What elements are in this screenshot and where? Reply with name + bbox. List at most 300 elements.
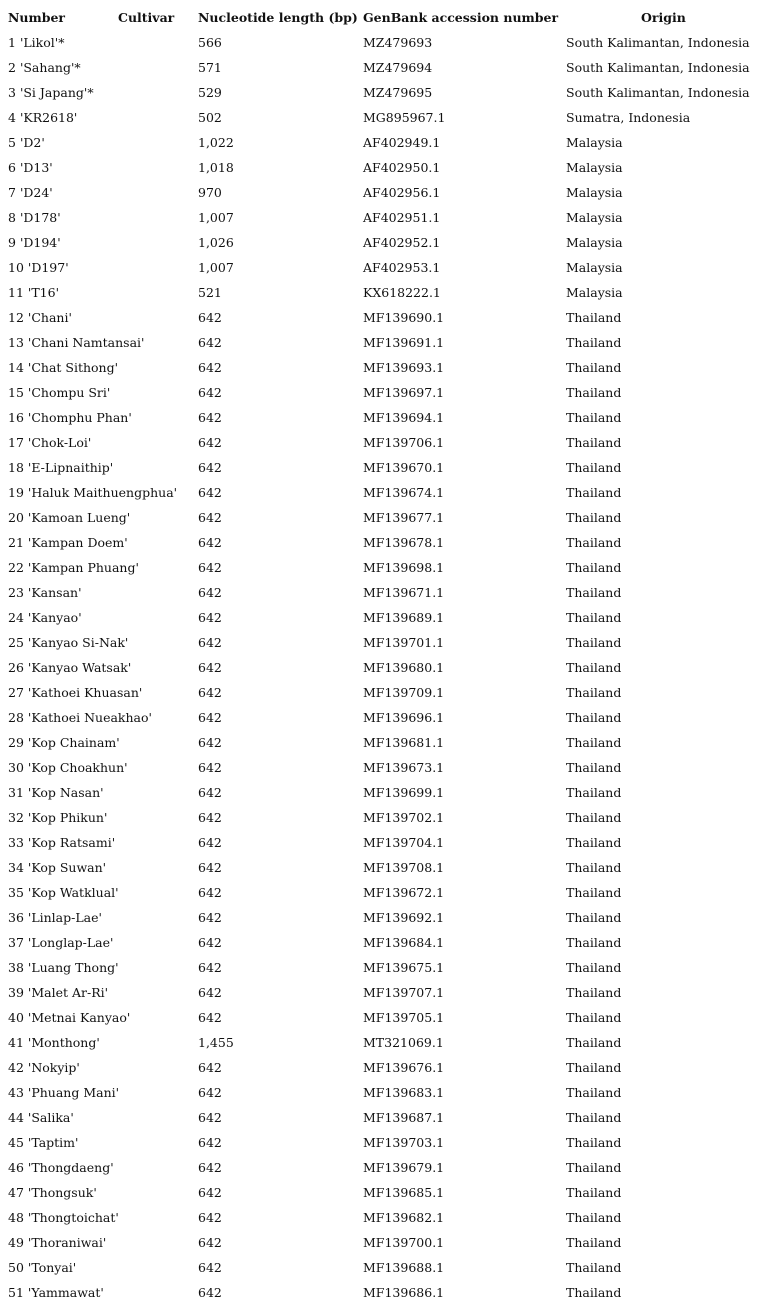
cell-number: 34 [8, 860, 24, 875]
cell-number: 10 [8, 260, 24, 275]
cell-origin: Malaysia [566, 135, 623, 150]
cell-nucleotide-length: 642 [198, 535, 222, 550]
cell-number-cultivar [8, 380, 110, 405]
cell-nucleotide-length: 642 [198, 1185, 222, 1200]
cell-cultivar: 'D13' [19, 160, 53, 175]
cell-number: 46 [8, 1160, 24, 1175]
cell-origin: Thailand [566, 860, 622, 875]
cell-accession: MF139680.1 [363, 660, 445, 675]
table-row [0, 80, 769, 105]
cell-cultivar: 'E-Lipnaithip' [27, 460, 114, 475]
table-row [0, 1155, 769, 1180]
cell-origin: Malaysia [566, 160, 623, 175]
cell-number-cultivar [8, 1155, 114, 1180]
cell-cultivar: 'Taptim' [27, 1135, 79, 1150]
cell-nucleotide-length: 642 [198, 635, 222, 650]
cell-origin: South Kalimantan, Indonesia [566, 60, 750, 75]
cell-number-cultivar [8, 255, 69, 280]
cell-accession: MF139703.1 [363, 1135, 445, 1150]
cell-nucleotide-length: 642 [198, 760, 222, 775]
cell-number-cultivar [8, 555, 139, 580]
table-row [0, 755, 769, 780]
cell-number: 8 [8, 210, 16, 225]
cell-origin: South Kalimantan, Indonesia [566, 85, 750, 100]
cell-number-cultivar [8, 30, 64, 55]
cell-nucleotide-length: 642 [198, 335, 222, 350]
cell-cultivar: 'D24' [19, 185, 53, 200]
cell-accession: MF139670.1 [363, 460, 445, 475]
cell-nucleotide-length: 642 [198, 860, 222, 875]
table-row [0, 930, 769, 955]
cell-cultivar: 'Kansan' [27, 585, 82, 600]
cell-origin: Thailand [566, 485, 622, 500]
cell-number: 45 [8, 1135, 24, 1150]
cell-number-cultivar [8, 130, 45, 155]
cell-nucleotide-length: 571 [198, 60, 222, 75]
cell-number: 41 [8, 1035, 24, 1050]
cell-accession: MF139700.1 [363, 1235, 445, 1250]
cell-cultivar: 'Phuang Mani' [27, 1085, 120, 1100]
cell-cultivar: 'Kampan Doem' [27, 535, 128, 550]
table-row [0, 1205, 769, 1230]
cell-nucleotide-length: 642 [198, 510, 222, 525]
cell-cultivar: 'Kop Chainam' [27, 735, 120, 750]
cell-accession: MF139707.1 [363, 985, 445, 1000]
cell-cultivar: 'Chok-Loi' [27, 435, 92, 450]
cell-accession: AF402950.1 [363, 160, 441, 175]
cell-number: 32 [8, 810, 24, 825]
table-row [0, 1105, 769, 1130]
cell-number-cultivar [8, 780, 104, 805]
cell-nucleotide-length: 521 [198, 285, 222, 300]
table-row [0, 55, 769, 80]
cell-cultivar: 'Kop Suwan' [27, 860, 107, 875]
table-row [0, 730, 769, 755]
cell-number: 35 [8, 885, 24, 900]
cell-number: 13 [8, 335, 24, 350]
cell-cultivar: 'Kampan Phuang' [27, 560, 139, 575]
cell-number: 42 [8, 1060, 24, 1075]
cell-nucleotide-length: 642 [198, 435, 222, 450]
cell-number-cultivar [8, 480, 177, 505]
cell-cultivar: 'Tonyai' [27, 1260, 77, 1275]
cell-accession: MF139689.1 [363, 610, 445, 625]
cell-origin: Thailand [566, 660, 622, 675]
cell-origin: Thailand [566, 1185, 622, 1200]
cell-cultivar: 'Kanyao' [27, 610, 82, 625]
cell-nucleotide-length: 642 [198, 1010, 222, 1025]
cell-nucleotide-length: 642 [198, 735, 222, 750]
table-row [0, 555, 769, 580]
cell-number-cultivar [8, 205, 61, 230]
cell-number-cultivar [8, 1280, 104, 1305]
cell-cultivar: 'Kamoan Lueng' [27, 510, 131, 525]
table-row [0, 30, 769, 55]
cell-origin: Thailand [566, 410, 622, 425]
cell-origin: Malaysia [566, 235, 623, 250]
cell-origin: Malaysia [566, 210, 623, 225]
cell-origin: Thailand [566, 560, 622, 575]
cell-number: 26 [8, 660, 24, 675]
cell-nucleotide-length: 642 [198, 610, 222, 625]
table-row [0, 780, 769, 805]
cell-accession: MF139692.1 [363, 910, 445, 925]
cell-nucleotide-length: 1,455 [198, 1035, 234, 1050]
cell-cultivar: 'Malet Ar-Ri' [27, 985, 109, 1000]
cell-accession: MF139701.1 [363, 635, 445, 650]
cell-origin: Thailand [566, 1060, 622, 1075]
cell-cultivar: 'Nokyip' [27, 1060, 80, 1075]
cell-origin: Thailand [566, 1160, 622, 1175]
cell-nucleotide-length: 642 [198, 485, 222, 500]
cell-accession: MF139704.1 [363, 835, 445, 850]
cell-cultivar: 'Kathoei Nueakhao' [27, 710, 152, 725]
cell-number: 29 [8, 735, 24, 750]
cell-accession: MF139677.1 [363, 510, 445, 525]
cell-nucleotide-length: 642 [198, 410, 222, 425]
table-row [0, 205, 769, 230]
cell-nucleotide-length: 642 [198, 960, 222, 975]
cell-origin: Thailand [566, 810, 622, 825]
cell-cultivar: 'Kop Phikun' [27, 810, 108, 825]
cell-origin: Thailand [566, 935, 622, 950]
cell-nucleotide-length: 642 [198, 660, 222, 675]
cell-nucleotide-length: 1,026 [198, 235, 234, 250]
cell-number-cultivar [8, 705, 152, 730]
cell-cultivar: 'Sahang'* [19, 60, 81, 75]
cell-origin: Thailand [566, 960, 622, 975]
cell-number-cultivar [8, 55, 81, 80]
cell-number: 9 [8, 235, 16, 250]
cell-nucleotide-length: 642 [198, 385, 222, 400]
cell-number-cultivar [8, 280, 59, 305]
table-row [0, 1055, 769, 1080]
cell-origin: Thailand [566, 735, 622, 750]
cell-number: 11 [8, 285, 24, 300]
cell-number: 7 [8, 185, 16, 200]
cell-origin: Malaysia [566, 285, 623, 300]
cell-nucleotide-length: 1,022 [198, 135, 234, 150]
table-row [0, 355, 769, 380]
cell-origin: Thailand [566, 585, 622, 600]
cell-nucleotide-length: 642 [198, 885, 222, 900]
cell-nucleotide-length: 642 [198, 1235, 222, 1250]
cell-number-cultivar [8, 1230, 106, 1255]
cell-accession: MF139705.1 [363, 1010, 445, 1025]
table-row [0, 1280, 769, 1305]
cell-accession: MZ479693 [363, 35, 433, 50]
cell-cultivar: 'Kanyao Watsak' [27, 660, 132, 675]
table-row [0, 905, 769, 930]
cell-cultivar: 'T16' [27, 285, 60, 300]
cell-number-cultivar [8, 755, 128, 780]
cell-accession: MF139708.1 [363, 860, 445, 875]
cell-number-cultivar [8, 430, 91, 455]
cell-origin: South Kalimantan, Indonesia [566, 35, 750, 50]
cell-number: 22 [8, 560, 24, 575]
cell-number-cultivar [8, 730, 120, 755]
cell-nucleotide-length: 642 [198, 785, 222, 800]
cell-cultivar: 'D194' [19, 235, 61, 250]
cell-number: 19 [8, 485, 24, 500]
cell-origin: Thailand [566, 835, 622, 850]
cell-cultivar: 'Chompu Sri' [27, 385, 111, 400]
cell-cultivar: 'Linlap-Lae' [27, 910, 102, 925]
cell-number: 40 [8, 1010, 24, 1025]
cell-number: 18 [8, 460, 24, 475]
cell-accession: MF139702.1 [363, 810, 445, 825]
cell-nucleotide-length: 642 [198, 310, 222, 325]
table-row [0, 955, 769, 980]
table-row [0, 580, 769, 605]
cell-origin: Thailand [566, 460, 622, 475]
cell-origin: Sumatra, Indonesia [566, 110, 691, 125]
cell-number: 50 [8, 1260, 24, 1275]
cell-number-cultivar [8, 1005, 130, 1030]
cell-accession: MG895967.1 [363, 110, 446, 125]
cell-cultivar: 'Kop Ratsami' [27, 835, 116, 850]
cell-nucleotide-length: 970 [198, 185, 222, 200]
cell-cultivar: 'Monthong' [27, 1035, 100, 1050]
cell-number: 17 [8, 435, 24, 450]
table-row [0, 230, 769, 255]
cell-accession: AF402949.1 [363, 135, 441, 150]
cell-origin: Thailand [566, 1235, 622, 1250]
cell-number: 2 [8, 60, 16, 75]
cell-nucleotide-length: 642 [198, 1085, 222, 1100]
cell-cultivar: 'Chomphu Phan' [27, 410, 132, 425]
cell-accession: MF139678.1 [363, 535, 445, 550]
cell-origin: Thailand [566, 1210, 622, 1225]
table-row [0, 430, 769, 455]
table-row [0, 980, 769, 1005]
cell-accession: MZ479694 [363, 60, 433, 75]
cell-origin: Thailand [566, 885, 622, 900]
cell-number: 31 [8, 785, 24, 800]
cell-number-cultivar [8, 655, 131, 680]
table-row [0, 1180, 769, 1205]
cell-origin: Thailand [566, 760, 622, 775]
cell-cultivar: 'Kop Nasan' [27, 785, 104, 800]
cell-origin: Thailand [566, 1260, 622, 1275]
cell-nucleotide-length: 642 [198, 810, 222, 825]
cell-cultivar: 'Yammawat' [27, 1285, 104, 1300]
cell-number-cultivar [8, 230, 61, 255]
cell-nucleotide-length: 1,018 [198, 160, 234, 175]
cell-accession: MF139674.1 [363, 485, 445, 500]
cell-number: 27 [8, 685, 24, 700]
cell-accession: MF139699.1 [363, 785, 445, 800]
cell-accession: MF139672.1 [363, 885, 445, 900]
table-row [0, 1130, 769, 1155]
cell-origin: Thailand [566, 335, 622, 350]
cell-accession: MZ479695 [363, 85, 433, 100]
cell-number-cultivar [8, 405, 132, 430]
cell-origin: Thailand [566, 985, 622, 1000]
cell-nucleotide-length: 642 [198, 1135, 222, 1150]
cell-nucleotide-length: 1,007 [198, 260, 234, 275]
cell-number: 5 [8, 135, 16, 150]
header-cultivar: Cultivar [118, 10, 175, 25]
cell-number: 51 [8, 1285, 24, 1300]
cell-origin: Thailand [566, 1135, 622, 1150]
cell-cultivar: 'Salika' [27, 1110, 74, 1125]
cell-cultivar: 'Kathoei Khuasan' [27, 685, 143, 700]
cell-number: 15 [8, 385, 24, 400]
cell-number-cultivar [8, 330, 145, 355]
cell-nucleotide-length: 642 [198, 585, 222, 600]
cell-number: 14 [8, 360, 24, 375]
cell-number: 36 [8, 910, 24, 925]
cell-number-cultivar [8, 1180, 97, 1205]
cell-number-cultivar [8, 855, 106, 880]
cell-number: 23 [8, 585, 24, 600]
cell-cultivar: 'Kop Watklual' [27, 885, 119, 900]
cell-number: 25 [8, 635, 24, 650]
cell-nucleotide-length: 642 [198, 1060, 222, 1075]
cell-cultivar: 'Kanyao Si-Nak' [27, 635, 129, 650]
cell-accession: MF139682.1 [363, 1210, 445, 1225]
cell-origin: Thailand [566, 610, 622, 625]
header-number: Number [8, 10, 66, 25]
cell-accession: MF139688.1 [363, 1260, 445, 1275]
table-row [0, 1080, 769, 1105]
cell-accession: MF139691.1 [363, 335, 445, 350]
header-origin: Origin [641, 10, 686, 25]
cell-number: 16 [8, 410, 24, 425]
cell-number-cultivar [8, 830, 115, 855]
cell-number: 44 [8, 1110, 24, 1125]
cell-number-cultivar [8, 880, 119, 905]
cell-origin: Malaysia [566, 260, 623, 275]
cell-accession: MF139697.1 [363, 385, 445, 400]
cell-accession: MF139696.1 [363, 710, 445, 725]
cell-number-cultivar [8, 1105, 74, 1130]
cell-accession: AF402956.1 [363, 185, 441, 200]
cell-number-cultivar [8, 580, 82, 605]
cell-accession: MF139684.1 [363, 935, 445, 950]
cell-origin: Thailand [566, 1285, 622, 1300]
cell-origin: Thailand [566, 360, 622, 375]
cell-number-cultivar [8, 1205, 119, 1230]
cell-accession: MF139681.1 [363, 735, 445, 750]
cell-origin: Thailand [566, 1010, 622, 1025]
cell-origin: Thailand [566, 635, 622, 650]
cell-origin: Thailand [566, 710, 622, 725]
cell-nucleotide-length: 1,007 [198, 210, 234, 225]
cell-accession: KX618222.1 [363, 285, 441, 300]
cell-accession: MF139706.1 [363, 435, 445, 450]
table-row [0, 880, 769, 905]
cell-cultivar: 'Si Japang'* [19, 85, 94, 100]
cell-number-cultivar [8, 355, 118, 380]
cell-accession: AF402951.1 [363, 210, 441, 225]
cell-number: 1 [8, 35, 16, 50]
cell-number: 33 [8, 835, 24, 850]
table-row [0, 280, 769, 305]
cell-nucleotide-length: 642 [198, 360, 222, 375]
cell-accession: MF139675.1 [363, 960, 445, 975]
header-nucleotide-length: Nucleotide length (bp) [198, 10, 358, 25]
cell-nucleotide-length: 642 [198, 1110, 222, 1125]
cell-nucleotide-length: 642 [198, 935, 222, 950]
table-row [0, 1030, 769, 1055]
header-genbank-accession: GenBank accession number [363, 10, 559, 25]
cell-nucleotide-length: 642 [198, 685, 222, 700]
cell-accession: MF139690.1 [363, 310, 445, 325]
cell-origin: Thailand [566, 510, 622, 525]
cell-origin: Thailand [566, 310, 622, 325]
cell-origin: Thailand [566, 1035, 622, 1050]
table-row [0, 855, 769, 880]
table-row [0, 330, 769, 355]
cell-nucleotide-length: 642 [198, 1260, 222, 1275]
cell-origin: Thailand [566, 535, 622, 550]
cell-nucleotide-length: 642 [198, 460, 222, 475]
cell-number-cultivar [8, 155, 53, 180]
cell-nucleotide-length: 642 [198, 1210, 222, 1225]
cell-nucleotide-length: 642 [198, 710, 222, 725]
cell-cultivar: 'D197' [27, 260, 69, 275]
cell-number: 28 [8, 710, 24, 725]
cell-origin: Thailand [566, 785, 622, 800]
table-row [0, 530, 769, 555]
cell-cultivar: 'Chat Sithong' [27, 360, 119, 375]
cell-number-cultivar [8, 80, 94, 105]
cell-number-cultivar [8, 1130, 78, 1155]
cell-cultivar: 'Thongdaeng' [27, 1160, 114, 1175]
cell-number-cultivar [8, 1030, 100, 1055]
cell-accession: MF139683.1 [363, 1085, 445, 1100]
table-row [0, 380, 769, 405]
cell-nucleotide-length: 642 [198, 560, 222, 575]
cell-number: 20 [8, 510, 24, 525]
cell-nucleotide-length: 642 [198, 910, 222, 925]
cell-nucleotide-length: 529 [198, 85, 222, 100]
cell-accession: MF139673.1 [363, 760, 445, 775]
cell-number: 4 [8, 110, 16, 125]
cell-number-cultivar [8, 105, 77, 130]
cell-accession: MF139676.1 [363, 1060, 445, 1075]
cell-number-cultivar [8, 930, 113, 955]
cell-cultivar: 'Haluk Maithuengphua' [27, 485, 178, 500]
table-row [0, 805, 769, 830]
table-row [0, 105, 769, 130]
cell-nucleotide-length: 642 [198, 835, 222, 850]
cell-cultivar: 'Thoraniwai' [27, 1235, 107, 1250]
cell-nucleotide-length: 566 [198, 35, 222, 50]
cell-nucleotide-length: 642 [198, 1160, 222, 1175]
table-row [0, 480, 769, 505]
cell-origin: Thailand [566, 910, 622, 925]
cell-origin: Thailand [566, 385, 622, 400]
table-row [0, 630, 769, 655]
cell-number-cultivar [8, 680, 142, 705]
table-row [0, 130, 769, 155]
cell-accession: AF402952.1 [363, 235, 441, 250]
table-row [0, 180, 769, 205]
cell-number: 3 [8, 85, 16, 100]
cell-nucleotide-length: 502 [198, 110, 222, 125]
cell-origin: Thailand [566, 1110, 622, 1125]
cell-nucleotide-length: 642 [198, 985, 222, 1000]
cell-cultivar: 'Luang Thong' [27, 960, 119, 975]
cell-number-cultivar [8, 180, 53, 205]
cell-number-cultivar [8, 905, 102, 930]
cell-number-cultivar [8, 1080, 119, 1105]
table-row [0, 405, 769, 430]
cell-cultivar: 'Thongsuk' [27, 1185, 97, 1200]
